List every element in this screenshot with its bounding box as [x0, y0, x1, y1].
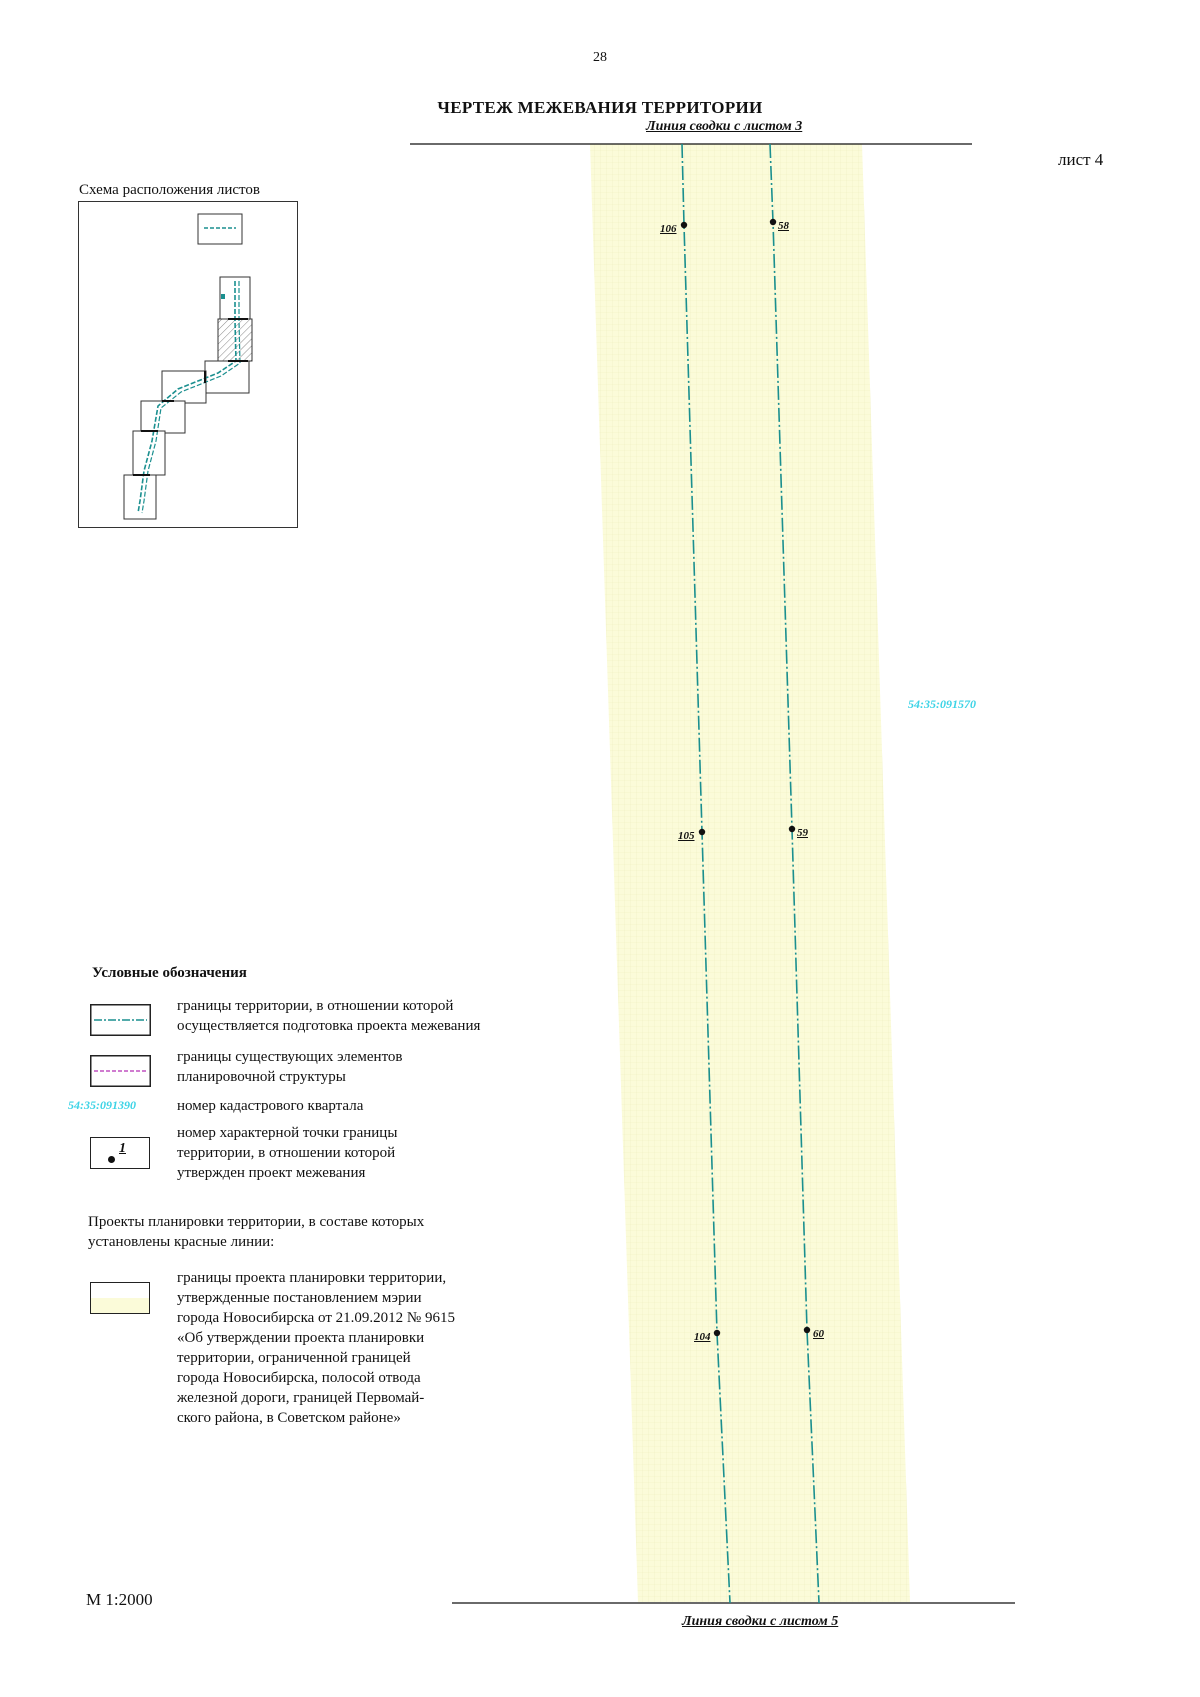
boundary-point-58 — [770, 219, 776, 225]
planning-item-line-3: города Новосибирска от 21.09.2012 № 9615 — [177, 1310, 455, 1326]
legend-item-boundary — [177, 996, 480, 1036]
planning-item-line-4: «Об утверждении проекта планировки — [177, 1330, 425, 1346]
legend-structure-line-2: планировочной структуры — [177, 1069, 346, 1085]
legend-item-point — [177, 1123, 397, 1183]
joint-line-bottom-label: Линия сводки с листом 5 — [682, 1614, 839, 1629]
point-marker-icon — [108, 1156, 115, 1163]
planning-projects-title — [88, 1212, 508, 1252]
planning-item-line-7: железной дороги, границей Первомай- — [177, 1390, 425, 1406]
legend-point-line-2: территории, в отношении которой — [177, 1145, 396, 1161]
sheet-label: лист 4 — [1058, 150, 1104, 169]
point-label-59: 59 — [797, 827, 808, 839]
boundary-point-60 — [804, 1327, 810, 1333]
legend-item-cadastral: номер кадастрового квартала — [177, 1098, 364, 1114]
scheme-sheet-5 — [205, 361, 249, 393]
boundary-point-106 — [681, 222, 687, 228]
planning-item-line-2: утвержденные постановлением мэрии — [177, 1290, 422, 1306]
planning-item-line-5: территории, ограниченной границей — [177, 1350, 411, 1366]
point-label-104: 104 — [694, 1331, 711, 1343]
scheme-legend-box — [198, 214, 242, 244]
boundary-point-105 — [699, 829, 705, 835]
joint-line-top-label: Линия сводки с листом 3 — [646, 119, 803, 134]
legend-point-line-3: утвержден проект межевания — [177, 1165, 366, 1181]
sheet-layout-scheme — [78, 201, 298, 528]
point-label-58: 58 — [778, 220, 789, 232]
legend-sample-boundary — [90, 1004, 151, 1036]
planning-item-line-8: ского района, в Советском районе» — [177, 1410, 401, 1426]
planning-item-line-1: границы проекта планировки территории, — [177, 1270, 447, 1286]
page-title: ЧЕРТЕЖ МЕЖЕВАНИЯ ТЕРРИТОРИИ — [437, 98, 763, 117]
scheme-sheet-6 — [162, 371, 206, 403]
planning-item-line-6: города Новосибирска, полосой отвода — [177, 1370, 421, 1386]
planning-title-line-1: Проекты планировки территории, в составе которых — [88, 1214, 425, 1230]
legend-sample-cadastral: 54:35:091390 — [68, 1098, 136, 1112]
boundary-point-59 — [789, 826, 795, 832]
legend-item-structure — [177, 1047, 403, 1087]
point-label-105: 105 — [678, 830, 695, 842]
planning-area-grid — [590, 144, 910, 1602]
legend-point-line-1: номер характерной точки границы — [177, 1125, 398, 1141]
boundary-point-104 — [714, 1330, 720, 1336]
cadastral-quarter-label: 54:35:091570 — [908, 697, 976, 711]
legend-sample-planning-area — [90, 1282, 150, 1314]
point-label-106: 106 — [660, 223, 677, 235]
legend-boundary-line-1: границы территории, в отношении которой — [177, 998, 454, 1014]
legend-sample-point — [90, 1137, 150, 1169]
legend-structure-line-1: границы существующих элементов — [177, 1049, 403, 1065]
page-number: 28 — [593, 50, 607, 65]
planning-title-line-2: установлены красные линии: — [88, 1234, 275, 1250]
legend-boundary-line-2: осуществляется подготовка проекта межевания — [177, 1018, 481, 1034]
point-label-60: 60 — [813, 1328, 824, 1340]
legend-point-number: 1 — [119, 1141, 126, 1156]
scale-label: М 1:2000 — [86, 1590, 153, 1609]
legend-sample-structure — [90, 1055, 151, 1087]
scheme-title: Схема расположения листов — [79, 182, 260, 198]
legend-item-planning-area — [177, 1268, 517, 1428]
legend-title: Условные обозначения — [92, 965, 247, 981]
